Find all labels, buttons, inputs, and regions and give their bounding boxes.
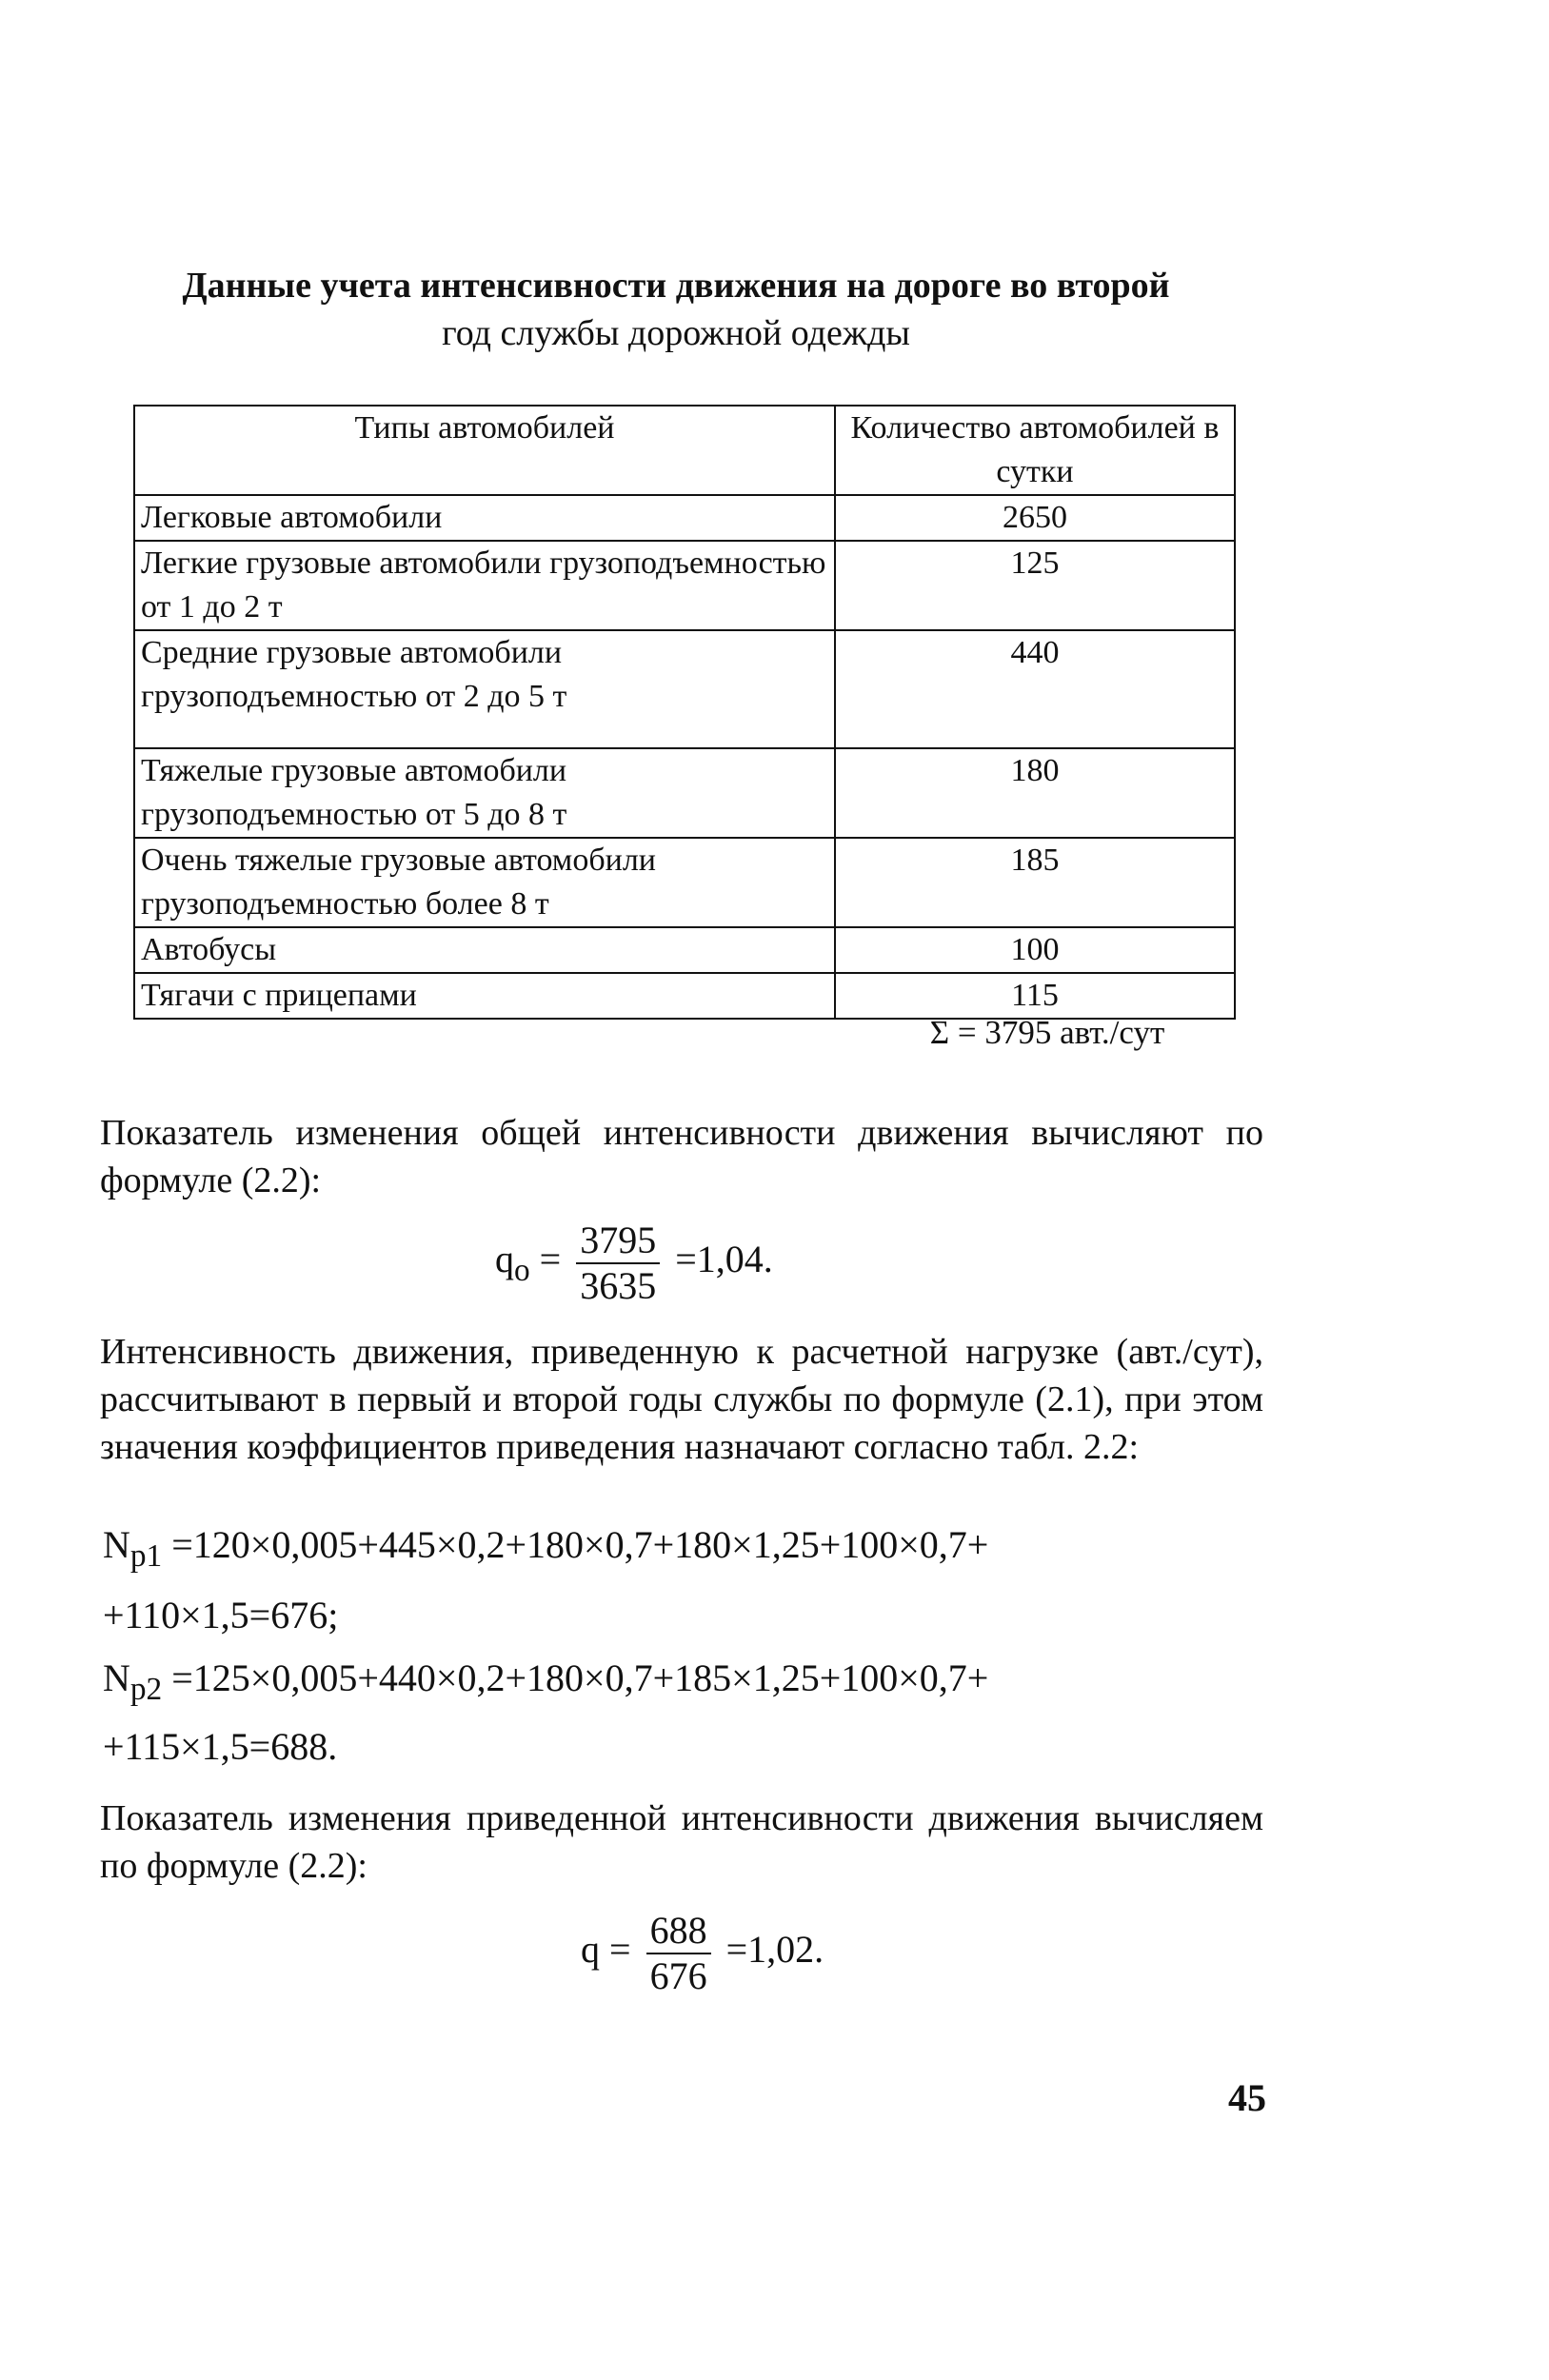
paragraph-total-intensity: Показатель изменения общей интенсивности движения вычисляют по формуле (2.2):	[100, 1113, 1263, 1200]
vehicle-count: 100	[835, 927, 1235, 973]
table-row	[134, 630, 1235, 748]
formula-np1-subscript: p1	[129, 1538, 163, 1574]
formula-q0: $q_о$ = $\frac{3795}{3635}$ =1,04.	[495, 1219, 773, 1307]
formula-np2-rhs: =125×0,005+440×0,2+180×0,7+185×1,25+100×0,7+	[171, 1656, 989, 1699]
vehicle-type: Легковые автомобили	[134, 495, 835, 541]
table-title-line-1: Данные учета интенсивности движения на дороге во второй	[182, 266, 1170, 306]
table-sum: Σ = 3795 авт./сут	[929, 1014, 1165, 1051]
formula-np1-rhs: =120×0,005+445×0,2+180×0,7+180×1,25+100×0,7+	[171, 1523, 989, 1566]
formula-q: q = $\frac{688}{676}$ =1,02.	[581, 1909, 824, 1997]
fraction	[646, 1909, 711, 1998]
formula-np1-line-1	[103, 1521, 988, 1580]
vehicle-type: Очень тяжелые грузовые автомобили грузоподъемностью более 8 т	[134, 838, 835, 927]
formula-q-result: =1,02.	[725, 1928, 824, 1972]
header-vehicle-types: Типы автомобилей	[134, 406, 835, 495]
vehicle-type: Легкие грузовые автомобили грузоподъемностью от 1 до 2 т	[134, 541, 835, 630]
fraction-denominator: 3635	[580, 1264, 657, 1307]
table-title	[143, 262, 1209, 357]
formula-np2-line-1	[103, 1655, 988, 1714]
vehicle-type: Тягачи с прицепами	[134, 973, 835, 1019]
formula-q0-subscript: о	[514, 1253, 530, 1289]
vehicle-count: 180	[835, 748, 1235, 838]
table-row	[134, 541, 1235, 630]
fraction-numerator: 688	[646, 1909, 711, 1954]
header-vehicles-per-day: Количество автомобилей в сутки	[835, 406, 1235, 495]
vehicle-count: 125	[835, 541, 1235, 630]
vehicle-type: Средние грузовые автомобили грузоподъемностью от 2 до 5 т	[134, 630, 835, 748]
formula-np1-lhs: N	[103, 1523, 130, 1566]
table-row	[134, 927, 1235, 973]
fraction-numerator: 3795	[576, 1219, 660, 1264]
fraction	[576, 1219, 660, 1308]
formula-np2-subscript: p2	[129, 1672, 163, 1707]
formula-np2-line-2: +115×1,5=688.	[103, 1725, 338, 1768]
fraction-denominator: 676	[649, 1954, 707, 1997]
page-number: 45	[1228, 2076, 1266, 2119]
vehicle-count: 440	[835, 630, 1235, 748]
traffic-table	[133, 405, 1236, 1020]
table-row	[134, 748, 1235, 838]
formula-q0-lhs: q	[495, 1238, 514, 1281]
vehicle-type: Автобусы	[134, 927, 835, 973]
formula-q0-result: =1,04.	[675, 1238, 773, 1281]
table-row	[134, 495, 1235, 541]
vehicle-count: 115	[835, 973, 1235, 1019]
vehicle-count: 2650	[835, 495, 1235, 541]
vehicle-type: Тяжелые грузовые автомобили грузоподъемностью от 5 до 8 т	[134, 748, 835, 838]
paragraph-reduced-intensity: Интенсивность движения, приведенную к расчетной нагрузке (авт./сут), рассчитывают в первый и второй годы службы по формуле (2.1), при этом значения коэффициентов приведения назначают согласно табл. 2.2:	[100, 1332, 1263, 1467]
formula-np2-lhs: N	[103, 1656, 130, 1699]
formula-q-lhs: q	[581, 1928, 600, 1972]
vehicle-count: 185	[835, 838, 1235, 927]
formula-np1-line-2: +110×1,5=676;	[103, 1594, 339, 1636]
table-title-line-2: год службы дорожной одежды	[442, 313, 910, 353]
table-row	[134, 838, 1235, 927]
paragraph-reduced-change: Показатель изменения приведенной интенсивности движения вычисляем по формуле (2.2):	[100, 1798, 1263, 1886]
